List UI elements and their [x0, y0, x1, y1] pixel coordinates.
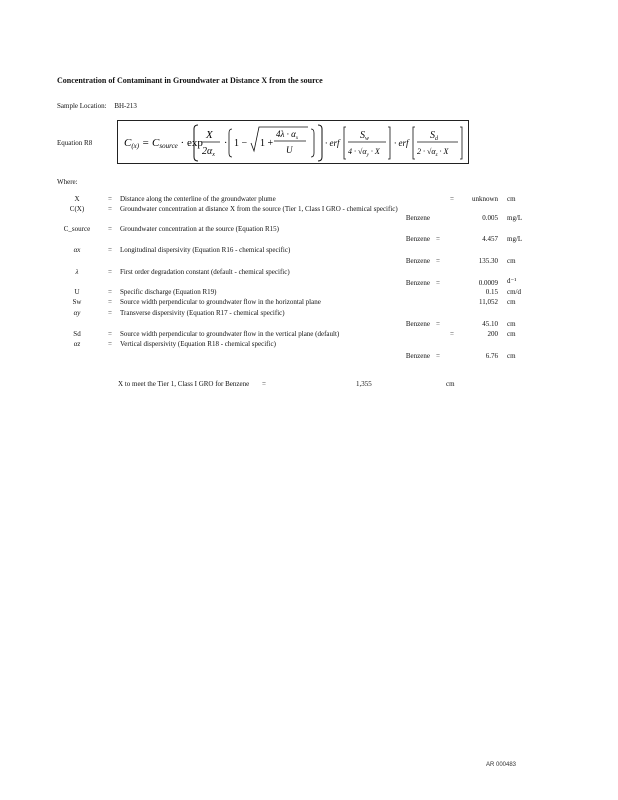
svg-text:C(x) = Csource · exp: C(x) = Csource · exp — [124, 137, 203, 150]
svg-text:2 · √αz · X: $2 \cdot √\alpha_z \cdot X$ — [417, 147, 449, 158]
row-value: 4.457 — [482, 235, 498, 243]
row-symbol: U — [74, 288, 80, 296]
row-symbol: Sw — [72, 298, 82, 306]
row-unit: mg/L — [507, 235, 523, 243]
row-description: Groundwater concentration at the source (Equation R15) — [120, 225, 280, 233]
row-unit: cm/d — [507, 288, 521, 296]
svg-text:Sd: $S_d$ — [430, 130, 438, 142]
row-material: Benzene — [405, 214, 430, 222]
row-symbol: αz — [73, 340, 81, 348]
row-value: 0.0009 — [478, 279, 498, 287]
row-symbol: αx — [73, 246, 81, 254]
page-title: Concentration of Contaminant in Groundwater at Distance X from the source — [57, 76, 323, 85]
row-description: Distance along the centerline of the groundwater plume — [120, 195, 276, 203]
row-equals: = — [108, 195, 112, 203]
row-equals: = — [108, 268, 112, 276]
row-material-equals: = — [436, 257, 440, 265]
row-material-equals: = — [436, 352, 440, 360]
row-value: 200 — [487, 330, 498, 338]
row-material-equals: = — [436, 279, 440, 287]
row-description: Longitudinal dispersivity (Equation R16 - chemical specific) — [120, 246, 291, 254]
svg-text:1 +: 1 + — [260, 138, 274, 149]
row-unit: cm — [507, 195, 516, 203]
row-equals: = — [108, 309, 112, 317]
svg-text:· erf: · erf — [394, 138, 409, 148]
svg-text:4 · √αy · X: $4 \cdot √\alpha_y \cdot X$ — [348, 147, 380, 158]
page-id: AR 000483 — [486, 762, 517, 768]
row-equals: = — [108, 225, 112, 233]
row-equals: = — [108, 330, 112, 338]
svg-text:U: U — [286, 145, 293, 155]
result-line — [118, 380, 249, 388]
svg-text:4λ · αx: $4\lambda \cdot \alpha_x$ — [276, 129, 299, 141]
svg-text:· erf: · erf — [325, 138, 340, 148]
row-material: Benzene — [405, 257, 430, 265]
where-label: Where: — [57, 178, 78, 186]
row-symbol: λ — [75, 268, 79, 276]
row-material: Benzene — [405, 235, 430, 243]
row-symbol: C_source — [63, 225, 91, 233]
equation-label: Equation R8 — [57, 139, 93, 147]
row-description: Source width perpendicular to groundwater flow in the vertical plane (default) — [120, 330, 340, 338]
row-equals: = — [108, 288, 112, 296]
row-symbol: X — [74, 195, 80, 203]
row-unit: mg/L — [507, 214, 523, 222]
result-unit: cm — [446, 380, 455, 388]
result-value: 1,355 — [356, 380, 372, 388]
row-unit: d⁻¹ — [507, 277, 517, 285]
row-material-equals: = — [436, 235, 440, 243]
row-description: Transverse dispersivity (Equation R17 - chemical specific) — [120, 309, 285, 317]
row-value: 6.76 — [485, 352, 498, 360]
row-unit: cm — [507, 298, 516, 306]
svg-text:Sw: $S_w$ — [360, 130, 370, 142]
equation-image — [117, 120, 469, 164]
svg-text:X: X — [206, 129, 213, 141]
row-material-equals: = — [450, 330, 454, 338]
row-value: 135.30 — [478, 257, 498, 265]
sample-location-label: Sample Location: — [57, 102, 107, 110]
row-value: 45.10 — [482, 320, 498, 328]
row-equals: = — [108, 340, 112, 348]
row-unit: cm — [507, 257, 516, 265]
row-equals: = — [108, 298, 112, 306]
row-symbol: αy — [73, 309, 81, 317]
row-material: Benzene — [405, 320, 430, 328]
row-material: Benzene — [405, 279, 430, 287]
result-text: X to meet the Tier 1, Class I GRO for Benzene — [118, 380, 250, 388]
row-material: Benzene — [405, 352, 430, 360]
svg-text:2αx: $2\alpha_x$ — [202, 146, 215, 158]
row-description: Specific discharge (Equation R19) — [120, 288, 217, 296]
row-description: First order degradation constant (default - chemical specific) — [120, 268, 290, 276]
row-value: unknown — [471, 195, 498, 203]
row-value: 0.005 — [482, 214, 498, 222]
row-unit: cm — [507, 320, 516, 328]
row-equals: = — [108, 246, 112, 254]
result-equals: = — [262, 380, 266, 388]
row-unit: cm — [507, 330, 516, 338]
row-material-equals: = — [436, 320, 440, 328]
row-equals: = — [108, 205, 112, 213]
row-unit: cm — [507, 352, 516, 360]
row-symbol: Sd — [73, 330, 81, 338]
row-material-equals: = — [450, 195, 454, 203]
row-value: 0.15 — [485, 288, 498, 296]
row-value: 11,052 — [479, 298, 498, 306]
row-description: Source width perpendicular to groundwater flow in the horizontal plane — [120, 298, 321, 306]
row-symbol: C(X) — [69, 205, 85, 213]
row-description: Vertical dispersivity (Equation R18 - chemical specific) — [120, 340, 276, 348]
row-description: Groundwater concentration at distance X from the source (Tier 1, Class I GRO - chemical specific) — [120, 205, 398, 213]
svg-text:1 −: 1 − — [234, 138, 248, 149]
sample-location — [57, 102, 137, 110]
sample-location-value: BH-213 — [114, 102, 137, 110]
svg-text:·: · — [224, 138, 228, 149]
